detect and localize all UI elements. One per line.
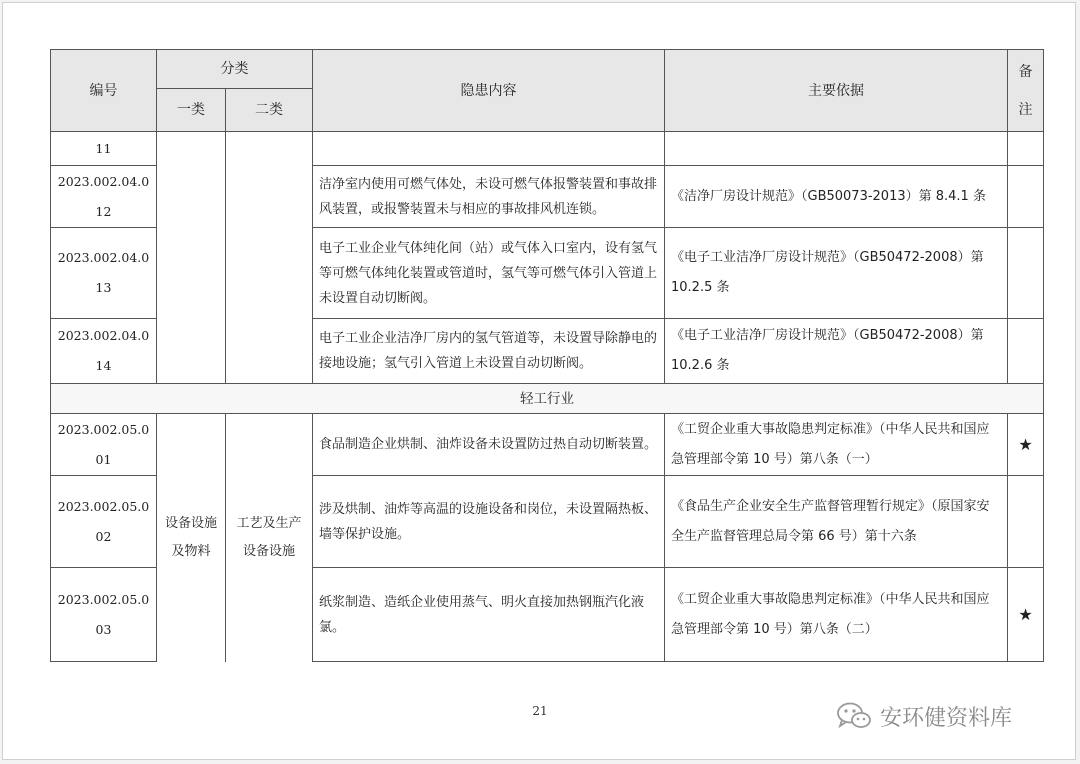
header-category-second: 二类 xyxy=(226,89,313,132)
hazard-content: 纸浆制造、造纸企业使用蒸气、明火直接加热钢瓶汽化液氯。 xyxy=(313,568,665,662)
hazard-content: 电子工业企业洁净厂房内的氢气管道等，未设置导除静电的接地设施；氢气引入管道上未设置自动切断阀。 xyxy=(313,319,665,384)
hazard-table xyxy=(50,49,1044,662)
note-cell xyxy=(1008,166,1044,228)
hazard-content: 洁净室内使用可燃气体处，未设可燃气体报警装置和事故排风装置，或报警装置未与相应的事故排风机连锁。 xyxy=(313,166,665,228)
category-first-cell xyxy=(157,132,226,384)
page-number: 21 xyxy=(532,704,548,718)
note-cell xyxy=(1008,228,1044,319)
row-number: 11 xyxy=(51,132,157,166)
hazard-content: 食品制造企业烘制、油炸设备未设置防过热自动切断装置。 xyxy=(313,414,665,476)
header-category: 分类 xyxy=(157,50,313,89)
table-header-row xyxy=(51,50,1044,89)
hazard-content xyxy=(313,132,665,166)
row-number: 2023.002.04.0 14 xyxy=(51,319,157,384)
basis-text: 《电子工业洁净厂房设计规范》（GB50472-2008）第 10.2.5 条 xyxy=(665,228,1008,319)
category-second-cell xyxy=(226,132,313,384)
table-row xyxy=(51,132,1044,166)
note-star: ★ xyxy=(1008,414,1044,476)
note-cell xyxy=(1008,319,1044,384)
basis-text: 《工贸企业重大事故隐患判定标准》（中华人民共和国应急管理部令第 10 号）第八条（二） xyxy=(665,568,1008,662)
watermark xyxy=(836,698,1012,734)
basis-text xyxy=(665,132,1008,166)
header-note: 备注 xyxy=(1008,50,1044,132)
note-star: ★ xyxy=(1008,568,1044,662)
header-category-first: 一类 xyxy=(157,89,226,132)
hazard-content: 涉及烘制、油炸等高温的设施设备和岗位，未设置隔热板、墙等保护设施。 xyxy=(313,476,665,568)
note-cell xyxy=(1008,132,1044,166)
row-number: 2023.002.05.0 01 xyxy=(51,414,157,476)
basis-text: 《洁净厂房设计规范》（GB50073-2013）第 8.4.1 条 xyxy=(665,166,1008,228)
header-basis: 主要依据 xyxy=(665,50,1008,132)
wechat-icon xyxy=(836,701,872,731)
category-second-cell: 工艺及生产设备设施 xyxy=(226,414,313,662)
watermark-text: 安环健资料库 xyxy=(880,705,1013,731)
row-number: 2023.002.04.0 13 xyxy=(51,228,157,319)
document-page xyxy=(2,2,1076,760)
table-row xyxy=(51,414,1044,476)
hazard-content: 电子工业企业气体纯化间（站）或气体入口室内，设有氢气等可燃气体纯化装置或管道时，氢气等可燃气体引入管道上未设置自动切断阀。 xyxy=(313,228,665,319)
row-number: 2023.002.05.0 03 xyxy=(51,568,157,662)
category-first-cell: 设备设施及物料 xyxy=(157,414,226,662)
note-cell xyxy=(1008,476,1044,568)
section-title: 轻工行业 xyxy=(51,384,1044,414)
row-number: 2023.002.04.0 12 xyxy=(51,166,157,228)
header-number: 编号 xyxy=(51,50,157,132)
header-hazard: 隐患内容 xyxy=(313,50,665,132)
basis-text: 《电子工业洁净厂房设计规范》（GB50472-2008）第 10.2.6 条 xyxy=(665,319,1008,384)
section-row xyxy=(51,384,1044,414)
basis-text: 《食品生产企业安全生产监督管理暂行规定》（原国家安全生产监督管理总局令第 66 号）第十六条 xyxy=(665,476,1008,568)
basis-text: 《工贸企业重大事故隐患判定标准》（中华人民共和国应急管理部令第 10 号）第八条（一） xyxy=(665,414,1008,476)
row-number: 2023.002.05.0 02 xyxy=(51,476,157,568)
